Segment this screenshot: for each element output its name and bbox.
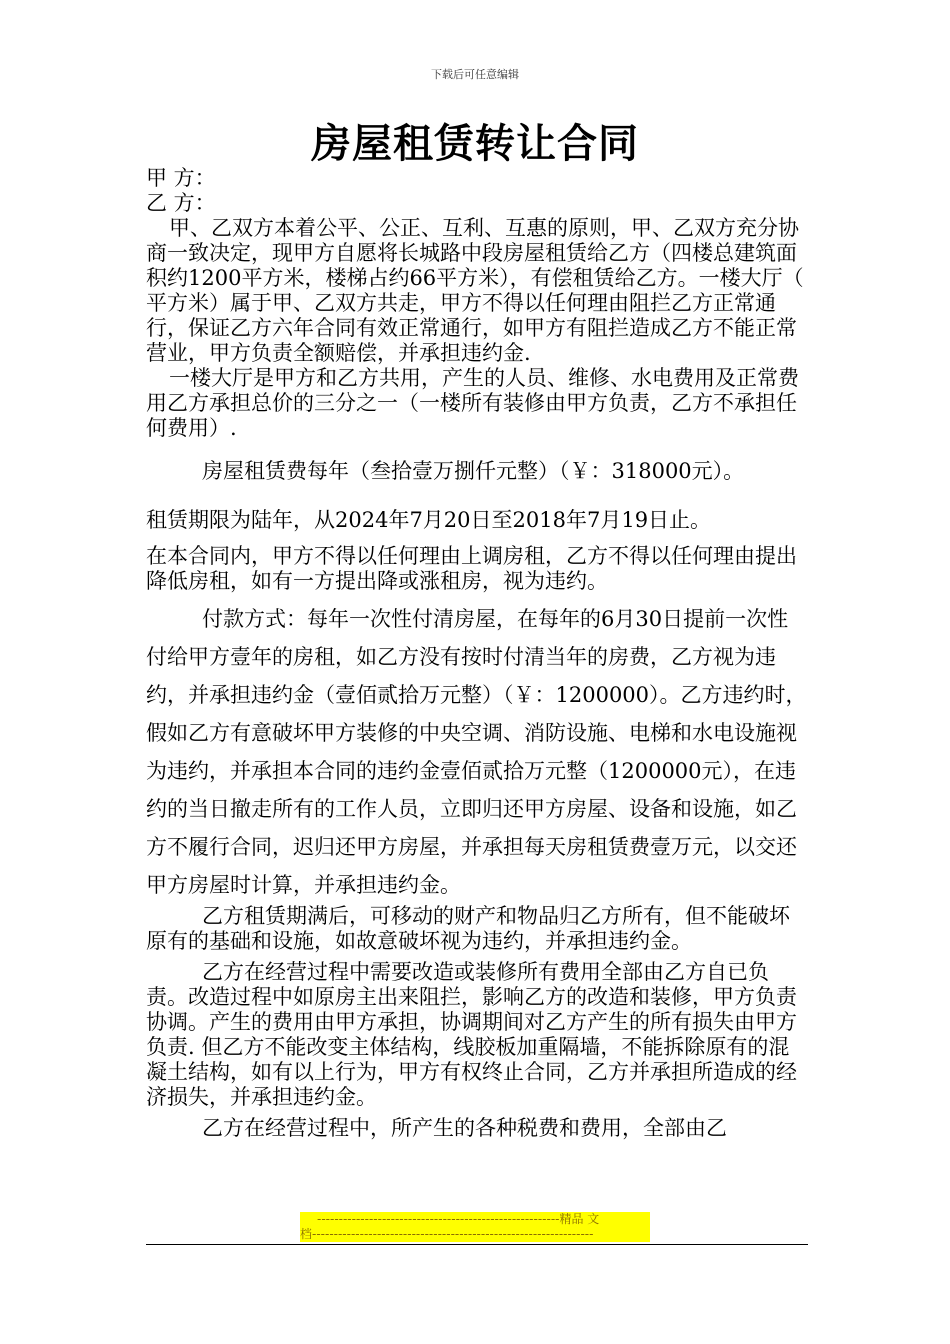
footer-divider bbox=[146, 1244, 808, 1245]
footer-watermark bbox=[300, 1212, 650, 1242]
paragraph-lobby: 一楼大厅是甲方和乙方共用，产生的人员、维修、水电费用及正常费用乙方承担总价的三分之一（一楼所有装修由甲方负责，乙方不承担任何费用）. bbox=[146, 366, 799, 440]
contract-body bbox=[146, 166, 846, 1141]
footer-line-2: 档----------------------------------------------------------------- bbox=[300, 1227, 650, 1242]
paragraph-taxes: 乙方在经营过程中，所产生的各种税费和费用，全部由乙 bbox=[202, 1116, 727, 1140]
document-title: 房屋租赁转让合同 bbox=[311, 120, 639, 167]
paragraph-term: 租赁期限为陆年，从2024年7月20日至2018年7月19日止。 bbox=[146, 508, 712, 532]
party-b-line: 乙 方： bbox=[146, 191, 216, 215]
header-note: 下载后可任意编辑 bbox=[431, 68, 519, 81]
footer-line-1: --------------------------------------------------------精品 文 bbox=[300, 1212, 650, 1227]
paragraph-expiry: 乙方租赁期满后，可移动的财产和物品归乙方所有，但不能破坏原有的基础和设施，如故意破坏视为违约，并承担违约金。 bbox=[146, 904, 790, 953]
paragraph-premises: 甲、乙双方本着公平、公正、互利、互惠的原则，甲、乙双方充分协商一致决定，现甲方自愿将长城路中段房屋租赁给乙方（四楼总建筑面积约1200平方米，楼梯占约66平方米），有偿租赁给乙方。一楼大厅（ 平方米）属于甲、乙双方共走，甲方不得以任何理由阻拦乙方正常通行，保证乙方六年合同有效正常通行，如甲方有阻拦造成乙方不能正常营业，甲方负责全额赔偿，并承担违约金. bbox=[146, 216, 846, 365]
paragraph-rent: 房屋租赁费每年（叁拾壹万捌仟元整）（￥：318000元）。 bbox=[202, 459, 745, 483]
paragraph-no-adjust: 在本合同内，甲方不得以任何理由上调房租，乙方不得以任何理由提出降低房租，如有一方提出降或涨租房，视为违约。 bbox=[146, 544, 797, 593]
party-a-line: 甲 方： bbox=[146, 166, 216, 190]
paragraph-payment: 付款方式：每年一次性付清房屋，在每年的6月30日提前一次性付给甲方壹年的房租，如乙方没有按时付清当年的房费，乙方视为违约，并承担违约金（壹佰贰拾万元整）（￥：1200000）。乙方违约时，假如乙方有意破坏甲方装修的中央空调、消防设施、电梯和水电设施视为违约，并承担本合同的违约金壹佰贰拾万元整（1200000元），在违约的当日撤走所有的工作人员，立即归还甲方房屋、设备和设施，如乙方不履行合同，迟归还甲方房屋，并承担每天房租赁费壹万元，以交还甲方房屋时计算，并承担违约金。 bbox=[146, 607, 807, 897]
paragraph-renovation: 乙方在经营过程中需要改造或装修所有费用全部由乙方自已负责。改造过程中如原房主出来阻拦，影响乙方的改造和装修，甲方负责协调。产生的费用由甲方承担，协调期间对乙方产生的所有损失由甲方负责. 但乙方不能改变主体结构，线胶板加重隔墙，不能拆除原有的混凝土结构，如有以上行为，甲方有权终止合同，乙方并承担所造成的经济损失，并承担违约金。 bbox=[146, 960, 797, 1109]
